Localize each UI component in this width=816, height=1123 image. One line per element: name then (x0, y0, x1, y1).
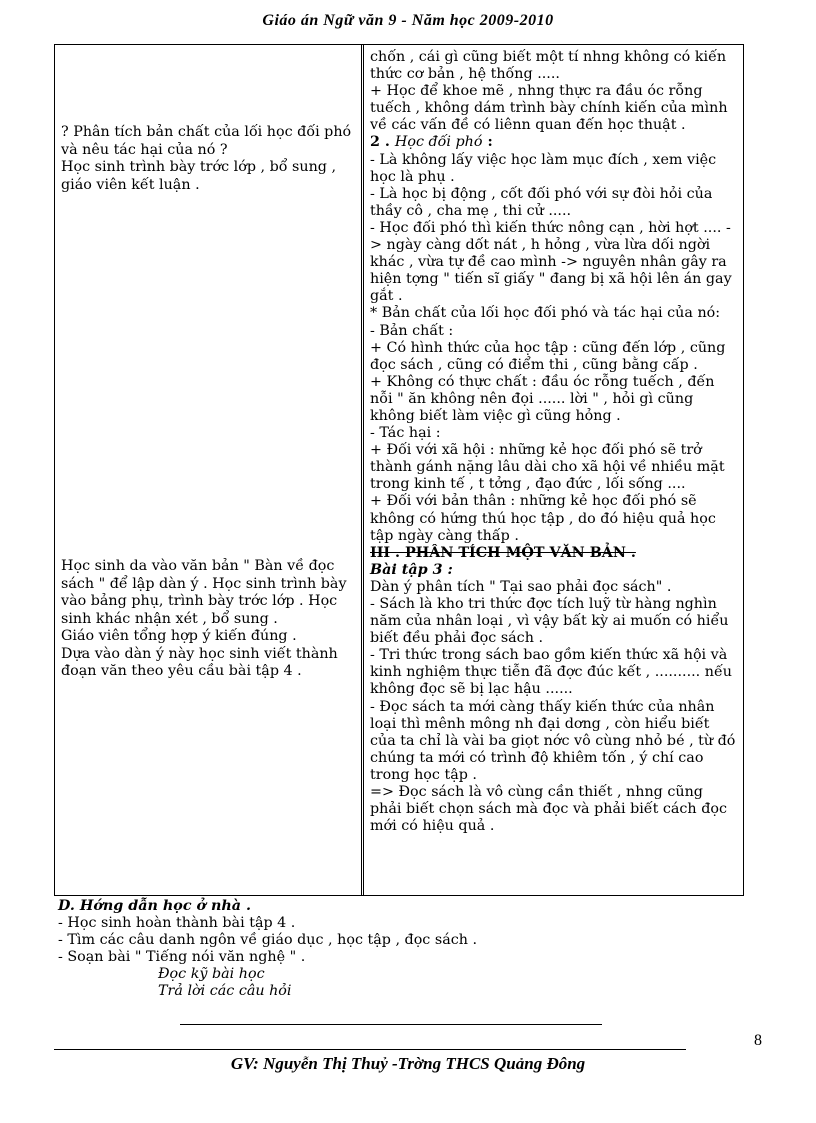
column-divider (361, 45, 364, 895)
paragraph: + Có hình thức của học tập : cũng đến lớp , cũng đọc sách , cũng có điểm thi , cũng bằng cấp . (370, 339, 726, 373)
homework-section (58, 898, 758, 1000)
page-number: 8 (754, 1032, 762, 1049)
paragraph: chốn , cái gì cũng biết một tí nhng không có kiến thức cơ bản , hệ thống ..... (370, 49, 727, 83)
paragraph: - Đọc sách ta mới càng thấy kiến thức của nhân loại thì mênh mông nh đại dơng , còn hiểu biết của ta chỉ là vài ba giọt nớc vô cùng nhỏ bé , từ đó chúng ta mới có trình độ khiêm tốn , ý chí cao trong học tập . (370, 698, 736, 783)
homework-subitem: Trả lời các câu hỏi (158, 983, 292, 999)
left-block-outline (61, 558, 357, 681)
page-footer: GV: Nguyễn Thị Thuỷ -Trờng THCS Quảng Đông (230, 1054, 586, 1073)
paragraph: - Học đối phó thì kiến thức nông cạn , hời hợt .... -> ngày càng dốt nát , h hỏng , vừa lừa dối ngời khác , vừa tự đề cao mình -> nguyên nhân gây ra hiện tợng " tiến sĩ giấy " đang bị xã hội lên án gay gắt . (370, 219, 732, 305)
left-writing: Dựa vào dàn ý này học sinh viết thành đoạn văn theo yêu cầu bài tập 4 . (61, 645, 338, 679)
left-teacher: Giáo viên tổng hợp ý kiến đúng . (61, 628, 297, 644)
paragraph: * Bản chất của lối học đối phó và tác hại của nó: (370, 305, 721, 322)
homework-item: - Tìm các câu danh ngôn về giáo dục , học tập , đọc sách . (58, 932, 478, 948)
section-heading-2 (370, 134, 738, 151)
left-block-analysis (61, 124, 357, 194)
lesson-table (54, 44, 744, 896)
section-colon: : (487, 134, 493, 151)
paragraph: - Tác hại : (370, 425, 441, 442)
section-heading-3: III . PHÂN TÍCH MỘT VĂN BẢN . (370, 544, 636, 561)
left-question: ? Phân tích bản chất của lối học đối phó và nêu tác hại của nó ? (61, 124, 352, 158)
section-title: Học đối phó (394, 134, 483, 151)
paragraph: - Là học bị động , cốt đối phó với sự đòi hỏi của thầy cô , cha mẹ , thi cử ..... (370, 185, 713, 219)
paragraph: - Tri thức trong sách bao gồm kiến thức xã hội và kinh nghiệm thực tiễn đã đợc đúc kết , .......... nếu không đọc sẽ bị lạc hậu ...... (370, 647, 732, 698)
homework-item: - Học sinh hoàn thành bài tập 4 . (58, 915, 296, 931)
paragraph: + Không có thực chất : đầu óc rỗng tuếch , đến nỗi " ăn không nên đọi ...... lời " , hỏi gì cũng không biết làm việc gì cũng hỏng . (370, 373, 715, 424)
paragraph: + Học để khoe mẽ , nhng thực ra đầu óc rỗng tuếch , không dám trình bày chính kiến của mình về các vấn đề có liênn quan đến học thuật . (370, 83, 728, 134)
paragraph: - Sách là kho tri thức đợc tích luỹ từ hàng nghìn năm của nhân loại , vì vậy bất kỳ ai muốn có hiểu biết đều phải đọc sách . (370, 596, 729, 647)
homework-title: D. Hớng dẫn học ở nhà . (58, 898, 252, 914)
paragraph: + Đối với xã hội : những kẻ học đối phó sẽ trở thành gánh nặng lâu dài cho xã hội về nhiều mặt trong kinh tế , t tởng , đạo đức , lối sống .... (370, 442, 725, 493)
left-instruction: Học sinh trình bày trớc lớp , bổ sung , giáo viên kết luận . (61, 159, 337, 193)
section-number: 2 . (370, 134, 390, 151)
footer-rule (54, 1049, 686, 1050)
paragraph: - Là không lấy việc học làm mục đích , xem việc học là phụ . (370, 151, 717, 185)
paragraph: => Đọc sách là vô cùng cần thiết , nhng cũng phải biết chọn sách mà đọc và phải biết cách đọc mới có hiệu quả . (370, 784, 727, 835)
right-column (370, 49, 738, 835)
paragraph: Dàn ý phân tích " Tại sao phải đọc sách" . (370, 578, 672, 595)
homework-subitem: Đọc kỹ bài học (158, 966, 265, 982)
paragraph: - Bản chất : (370, 322, 454, 339)
paragraph: + Đối với bản thân : những kẻ học đối phó sẽ không có hứng thú học tập , do đó hiệu quả học tập ngày càng thấp . (370, 493, 716, 544)
left-activity: Học sinh da vào văn bản " Bàn về đọc sách " để lập dàn ý . Học sinh trình bày vào bảng phụ, trình bày trớc lớp . Học sinh khác nhận xét , bổ sung . (61, 558, 347, 627)
homework-item: - Soạn bài " Tiếng nói văn nghệ " . (58, 949, 306, 965)
exercise-heading: Bài tập 3 : (370, 561, 453, 578)
divider-line (180, 1024, 602, 1025)
page-header: Giáo án Ngữ văn 9 - Năm học 2009-2010 (262, 12, 554, 29)
